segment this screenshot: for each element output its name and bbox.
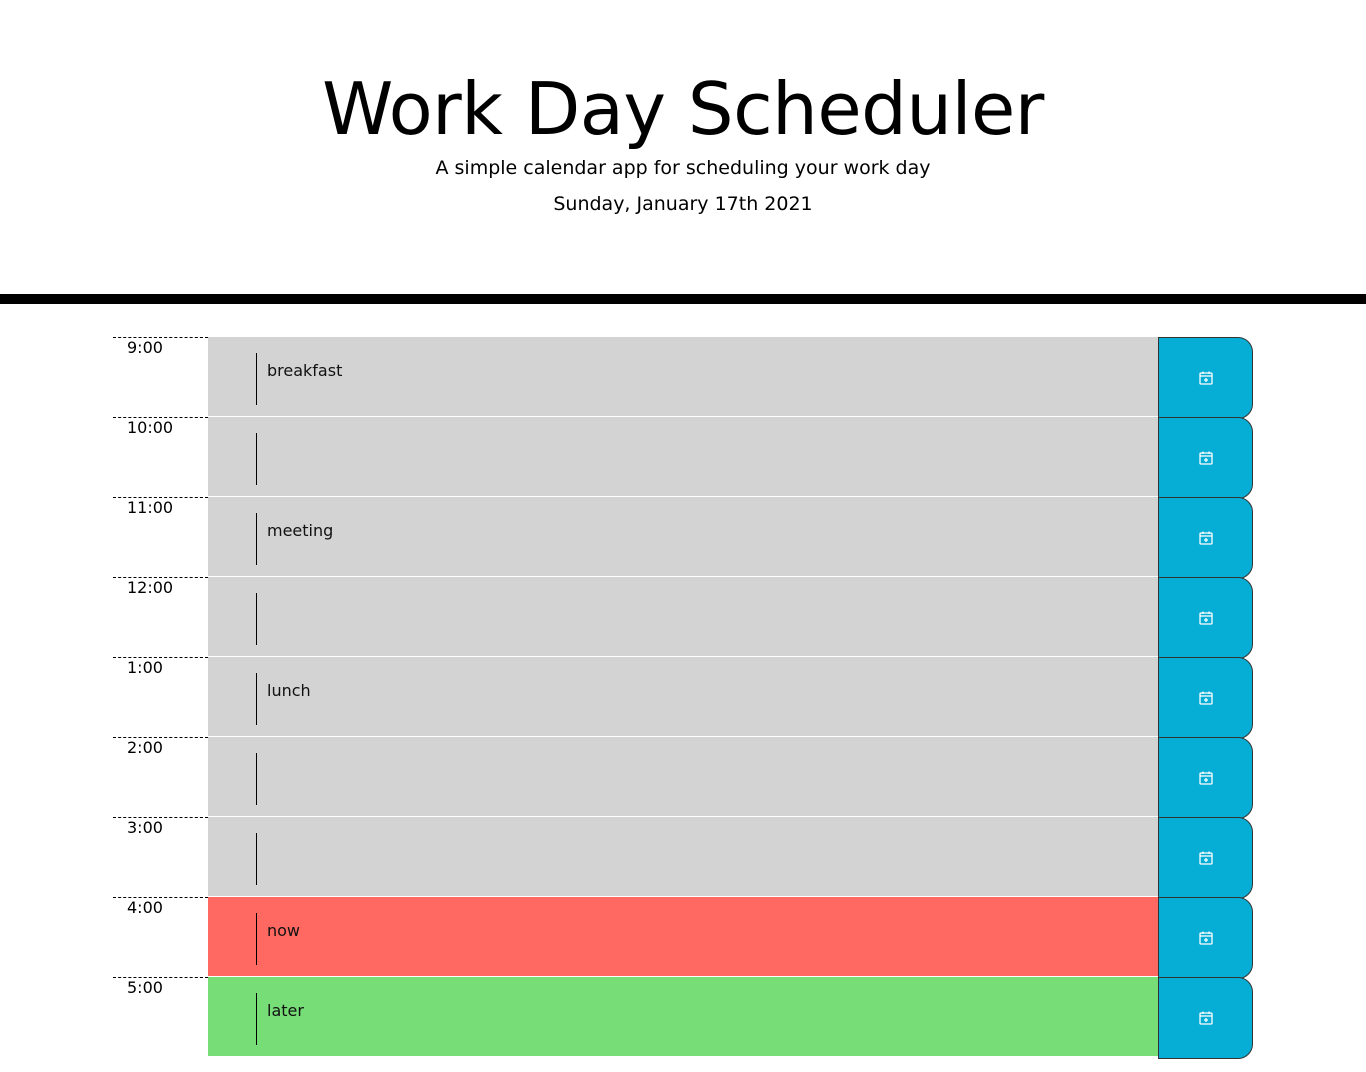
time-block-row [113,657,1253,737]
hour-label: 2:00 [113,737,208,817]
time-block-row [113,977,1253,1057]
calendar-plus-icon [1198,850,1214,866]
event-description-input[interactable] [256,753,1136,805]
calendar-plus-icon [1198,530,1214,546]
calendar-plus-icon [1198,450,1214,466]
current-day: Sunday, January 17th 2021 [553,193,813,215]
calendar-plus-icon [1198,930,1214,946]
time-block-row [113,897,1253,977]
calendar-plus-icon [1198,610,1214,626]
save-button[interactable] [1158,817,1253,899]
time-block-present [208,897,1158,977]
save-button[interactable] [1158,337,1253,419]
calendar-plus-icon [1198,370,1214,386]
time-block-past [208,417,1158,497]
time-block-row [113,337,1253,417]
event-description-input[interactable]: later [256,993,1136,1045]
page-subtitle: A simple calendar app for scheduling your work day [435,157,931,179]
time-block-future [208,977,1158,1057]
save-button[interactable] [1158,897,1253,979]
hour-label: 11:00 [113,497,208,577]
hour-label: 9:00 [113,337,208,417]
page-title: Work Day Scheduler [322,67,1044,151]
time-block-row [113,417,1253,497]
hour-label: 1:00 [113,657,208,737]
time-block-past [208,577,1158,657]
hour-label: 5:00 [113,977,208,1057]
hour-label: 3:00 [113,817,208,897]
save-button[interactable] [1158,737,1253,819]
time-block-past [208,337,1158,417]
time-block-row [113,817,1253,897]
event-description-input[interactable] [256,593,1136,645]
header-divider [0,294,1366,304]
header [0,0,1366,294]
save-button[interactable] [1158,657,1253,739]
hour-label: 12:00 [113,577,208,657]
time-block-past [208,817,1158,897]
event-description-input[interactable]: now [256,913,1136,965]
time-block-past [208,737,1158,817]
hour-label: 10:00 [113,417,208,497]
save-button[interactable] [1158,577,1253,659]
calendar-plus-icon [1198,770,1214,786]
schedule-container [113,337,1253,1057]
save-button[interactable] [1158,417,1253,499]
event-description-input[interactable] [256,433,1136,485]
hour-label: 4:00 [113,897,208,977]
event-description-input[interactable]: lunch [256,673,1136,725]
event-description-input[interactable]: meeting [256,513,1136,565]
save-button[interactable] [1158,977,1253,1059]
time-block-past [208,497,1158,577]
time-block-row [113,737,1253,817]
save-button[interactable] [1158,497,1253,579]
calendar-plus-icon [1198,690,1214,706]
event-description-input[interactable] [256,833,1136,885]
event-description-input[interactable]: breakfast [256,353,1136,405]
time-block-past [208,657,1158,737]
calendar-plus-icon [1198,1010,1214,1026]
time-block-row [113,497,1253,577]
time-block-row [113,577,1253,657]
